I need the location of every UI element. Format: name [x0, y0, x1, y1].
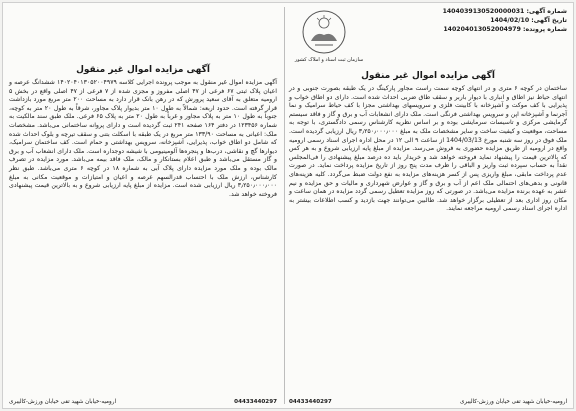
- notice-body: ساختمان در کوچه ۶ متری و در انتهای کوچه سمت راست مجاور پارکینگ در یک طبقه بصورت جنوبی و در انتهای حیاط نیز اطاق و انباری با دیوار باربر و سقف طاق ضربی احداث شده است. دارای دو اطاق خواب و پذیرایی با کف موکت و آشپزخانه با کابینت فلزی و سرویسهای بهداشتی مجزا با کف حیاط سرامیک و نما آجرنما و آشپزخانه اپن و سرویس بهداشتی فرنگی است. ملک دارای انشعابات آب و برق و گاز و فاقد سیستم گرمایشی مرکزی و تاسیسات سرمایشی بوده و بر اساس نظریه کارشناس رسمی دادگستری، با توجه به مساحت، موقعیت و کیفیت ساخت و سایر مشخصات ملک به مبلغ ۳٫۲۵۰٫۰۰۰٫۰۰۰ ریال ارزیابی گردیده است. ملک فوق در روز سه شنبه مورخ 1404/03/13 از ساعت ۹ الی ۱۲ در محل اداره اجرای اسناد رسمی ارومیه واقع در ارومیه از طریق مزایده حضوری به فروش می‌رسد. مزایده از مبلغ پایه ارزیابی شروع و به هر کس که بالاترین قیمت را پیشنهاد نماید فروخته خواهد شد و خریدار باید ده درصد مبلغ پیشنهادی را فی‌المجلس نقداً به حساب سپرده ثبت واریز و الباقی را ظرف مدت پنج روز از تاریخ مزایده پرداخت نماید. در صورت عدم پرداخت مابقی، مبلغ واریزی پس از کسر هزینه‌های مزایده به نفع دولت ضبط می‌گردد. کلیه هزینه‌های قانونی و بدهی‌های احتمالی ملک اعم از آب و برق و گاز و عوارض شهرداری و مالیات و حق مزایده و نیم عشر به عهده برنده مزایده می‌باشد. در صورتی که روز مزایده تعطیل رسمی گردد مزایده در همان ساعت و مکان روز اداری بعد از تعطیلی برگزار خواهد شد. طالبین می‌توانند جهت بازدید و کسب اطلاعات بیشتر به اداره اجرای اسناد رسمی ارومیه مراجعه نمایند.: [289, 85, 567, 213]
- lion-and-sun-emblem-icon: [301, 9, 347, 55]
- right-column: [283, 3, 573, 408]
- footer-address: ارومیه-خیابان شهید تقی خیابان ورزش-کالیبری: [9, 399, 117, 405]
- organization-caption: سازمان ثبت اسناد و املاک کشور: [294, 57, 364, 63]
- notice-title: آگهی مزایده اموال غیر منقول: [361, 71, 495, 81]
- notice-title-secondary: آگهی مزایده اموال غیر منقول: [76, 65, 210, 75]
- notice-body-secondary: آگهی مزایده اموال غیر منقول به موجب پرونده اجرایی کلاسه ۱۴۰۲۰۴۰۱۳۰۵۲۰۰۴۹۷۹ ششدانگ عرصه و اعیان پلاک ثبتی ۶۷ فرعی از ۴۷ اصلی مفروز و مجزی شده از ۷ فرعی از ۴۷ اصلی واقع در بخش ۵ ارومیه متعلق به آقای سعید پرورش که در رهن بانک قرار دارد به مساحت ۲۰۰ متر مربع مورد بازداشت قرار گرفته است. حدود اربعه: شمالاً به طول ۱۰ متر بدیوار پلاک مجاور، شرقاً به طول ۲۰ متر به کوچه، جنوباً به طول ۱۰ متر به پلاک مجاور و غرباً به طول ۲۰ متر به پلاک ۶۵ فرعی. ملک طبق سند مالکیت به شماره ۱۲۳۴۵۶ در دفتر ۱۶۴ صفحه ۲۴۱ ثبت گردیده است و دارای پروانه ساختمانی می‌باشد. مشخصات ملک: اعیانی به مساحت ۱۳۳/۹۰ متر مربع در یک طبقه با اسکلت بتنی و سقف تیرچه و بلوک احداث شده که شامل دو اطاق خواب، پذیرایی، آشپزخانه، سرویس بهداشتی و حمام است. کف ساختمان سرامیک، دیوارها گچ و نقاشی، درب‌ها و پنجره‌ها آلومینیومی با شیشه دوجداره است. ملک دارای انشعاب آب و برق و گاز مستقل می‌باشد و طبق اعلام بستانکار و مالک، ملک فاقد بیمه می‌باشد. مورد مزایده در تصرف مالک بوده و ملک مورد مزایده دارای پلاک آبی به شماره ۱۸ در کوچه ۶ متری می‌باشد. طبق نظر کارشناس، ارزش ملک با احتساب قدرالسهم عرصه و اعیان و امتیازات و موقعیت مکانی به مبلغ ۳٫۲۵۰٫۰۰۰٫۰۰۰ ریال ارزیابی شده است. مزایده از مبلغ پایه ارزیابی شروع و به بالاترین قیمت پیشنهادی فروخته خواهد شد.: [9, 79, 278, 198]
- footer-phone: 04433440297: [234, 399, 277, 405]
- notice-header: [289, 7, 567, 69]
- auction-notice-sheet: [2, 2, 574, 409]
- notice-footer: [289, 399, 567, 405]
- footer-address: ارومیه-خیابان شهید تقی خیابان ورزش-کالیبری: [459, 399, 567, 405]
- left-column: [3, 3, 283, 408]
- notice-meta: [443, 7, 567, 34]
- notice-footer-secondary: [9, 399, 277, 405]
- footer-phone: 04433440297: [289, 399, 332, 405]
- column-divider: [284, 7, 285, 404]
- notice-number: شماره آگهی: 1404039130520000031: [442, 8, 567, 15]
- case-number: شماره پرونده: 140204013052004979: [443, 26, 567, 33]
- notice-date: تاریخ آگهی: 1404/02/10: [490, 17, 567, 24]
